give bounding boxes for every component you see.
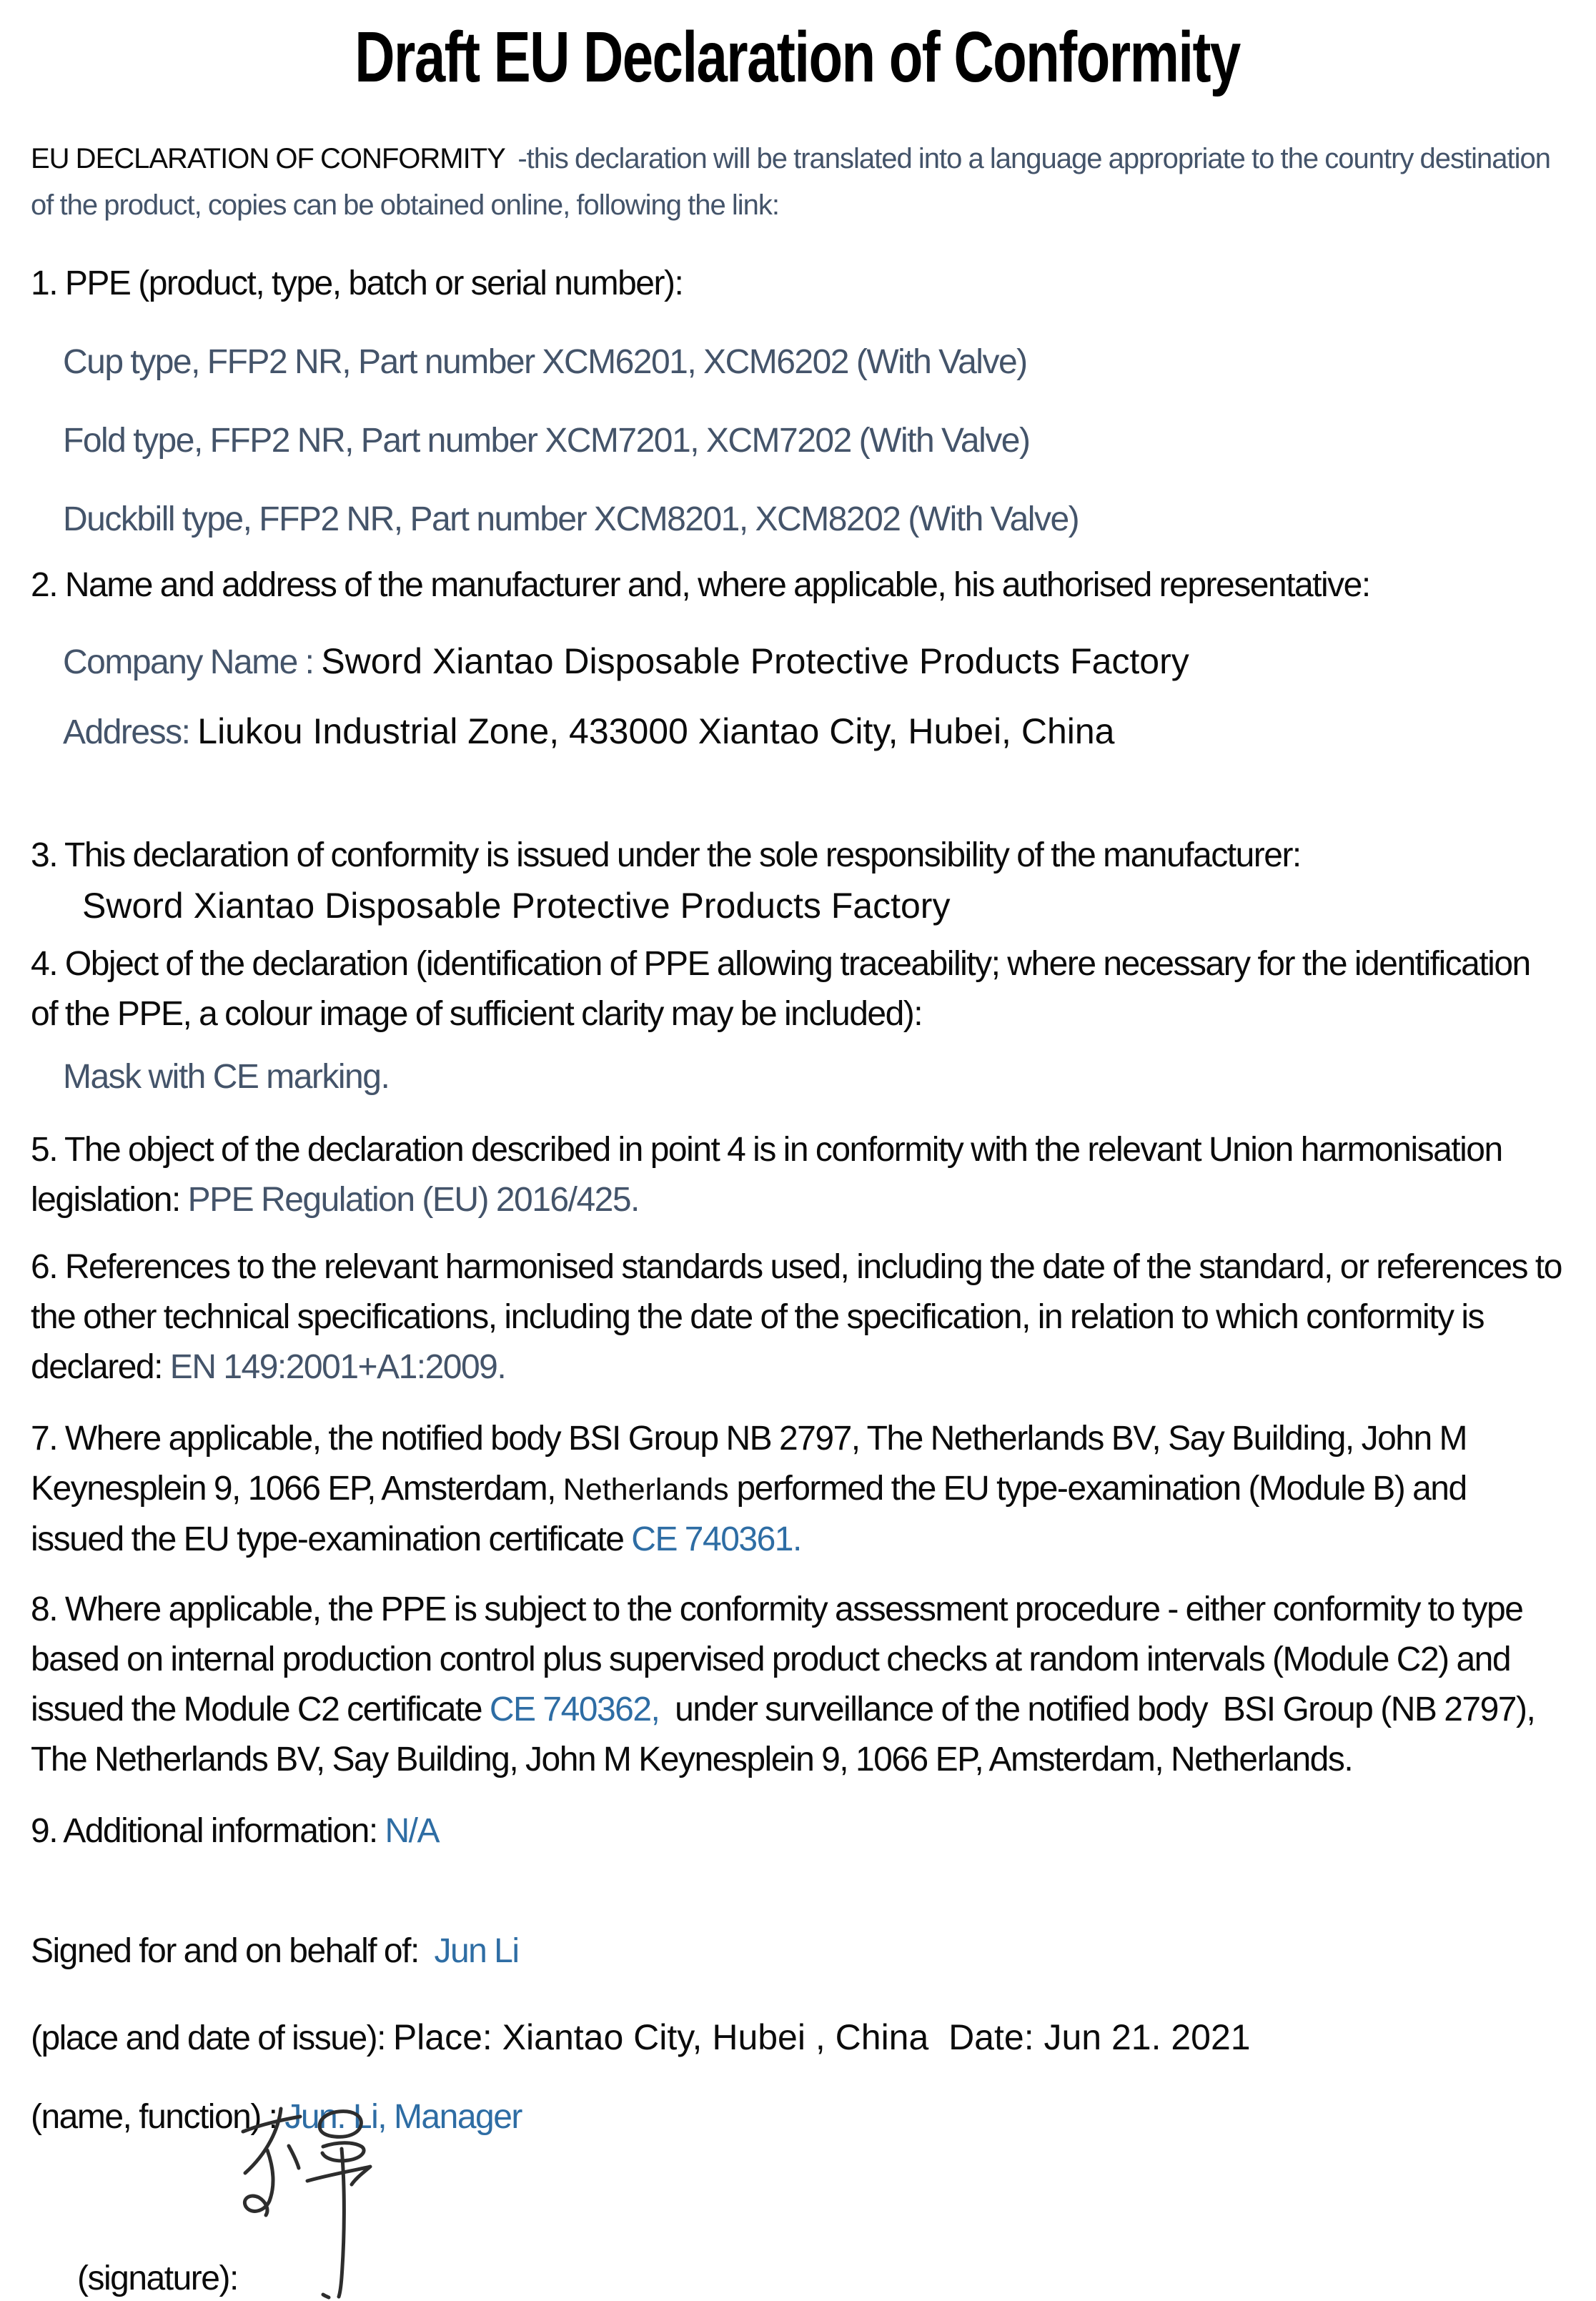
item-7: [31, 1414, 1564, 1565]
text-run: Sword Xiantao Disposable Protective Products Factory: [321, 641, 1189, 681]
item-8: [31, 1585, 1564, 1785]
text-run: 2. Name and address of the manufacturer and, where applicable, his authorised representative:: [31, 566, 1370, 604]
place-date: [31, 2012, 1564, 2064]
text-run: Company Name :: [63, 643, 322, 681]
address: [31, 706, 1564, 758]
text-run: Fold type, FFP2 NR, Part number XCM7201, XCM7202 (With Valve): [63, 422, 1030, 460]
item-9: [31, 1806, 1564, 1856]
text-run: 8. Where applicable, the PPE is subject to the conformity assessment procedure - either conformity to type based on internal production control plus supervised product checks at random intervals (Module C2) and issued the Module C2 certificate: [31, 1590, 1531, 1728]
text-run: (name, function) :: [31, 2098, 285, 2136]
text-run: EU DECLARATION OF CONFORMITY: [31, 143, 518, 174]
text-run: 9. Additional information:: [31, 1812, 385, 1850]
document-blocks: [31, 136, 1570, 2142]
text-run: 1. PPE (product, type, batch or serial number):: [31, 264, 683, 302]
text-run: 4. Object of the declaration (identification of PPE allowing traceability; where necessary for the identification of the PPE, a colour image of sufficient clarity may be included):: [31, 945, 1538, 1033]
text-run: Duckbill type, FFP2 NR, Part number XCM8201, XCM8202 (With Valve): [63, 500, 1079, 538]
text-run: 6. References to the relevant harmonised standards used, including the date of the standard, or references to the other technical specifications, including the date of the specification, in relation to which conformity is declared:: [31, 1248, 1570, 1386]
signature-line: [31, 2204, 1564, 2301]
object-value: [31, 1052, 1564, 1102]
text-run: Address:: [63, 713, 198, 751]
item-1: [31, 259, 1564, 309]
manufacturer-name: [31, 881, 1564, 932]
item-5: [31, 1125, 1564, 1225]
text-run: EN 149:2001+A1:2009.: [169, 1348, 506, 1386]
text-run: Jun Li: [434, 1932, 519, 1970]
signature-label: (signature):: [77, 2260, 238, 2297]
text-run: Place: Xiantao City, Hubei , China Date: Jun 21. 2021: [392, 2017, 1251, 2057]
text-run: Liukou Industrial Zone, 433000 Xiantao City, Hubei, China: [197, 711, 1115, 751]
page-title: Draft EU Declaration of Conformity: [355, 17, 1240, 97]
product-fold: [31, 416, 1564, 466]
text-run: CE 740362,: [489, 1691, 660, 1728]
text-run: -this declaration will be translated into a language appropriate to the country destination of the product, copies can be obtained online, following the link:: [31, 143, 1557, 221]
text-run: Sword Xiantao Disposable Protective Products Factory: [82, 886, 951, 926]
text-run: CE 740361.: [631, 1520, 801, 1558]
text-run: under surveillance of the notified body BSI Group (NB 2797), The Netherlands BV, Say Building, John M Keynesplein 9, 1066 EP, Amsterdam, Netherlands.: [31, 1691, 1542, 1778]
text-run: Cup type, FFP2 NR, Part number XCM6201, XCM6202 (With Valve): [63, 343, 1027, 381]
text-run: PPE Regulation (EU) 2016/425.: [187, 1181, 639, 1219]
text-run: Netherlands: [562, 1473, 729, 1507]
company-name: [31, 636, 1564, 688]
item-6: [31, 1242, 1570, 1392]
signed-for: [31, 1926, 1564, 1976]
text-run: N/A: [385, 1812, 440, 1850]
product-cup: [31, 337, 1564, 387]
name-function: [31, 2092, 1564, 2142]
product-duckbill: [31, 495, 1564, 545]
text-run: (place and date of issue):: [31, 2019, 393, 2057]
text-run: 3. This declaration of conformity is issued under the sole responsibility of the manufacturer:: [31, 836, 1301, 874]
text-run: Jun. Li, Manager: [284, 2098, 522, 2136]
intro: [31, 136, 1564, 229]
item-2: [31, 560, 1564, 610]
text-run: Signed for and on behalf of:: [31, 1932, 435, 1970]
text-run: 5. The object of the declaration described in point 4 is in conformity with the relevant Union harmonisation legislation:: [31, 1131, 1510, 1219]
item-4: [31, 939, 1564, 1039]
text-run: 7. Where applicable, the notified body BSI Group NB 2797, The Netherlands BV, Say Building, John M Keynesplein 9, 1066 EP, Amsterdam,: [31, 1420, 1474, 1508]
item-3: [31, 831, 1564, 881]
text-run: performed the EU type-examination (Module B) and issued the EU type-examination certificate: [31, 1470, 1474, 1558]
text-run: Mask with CE marking.: [63, 1058, 390, 1096]
